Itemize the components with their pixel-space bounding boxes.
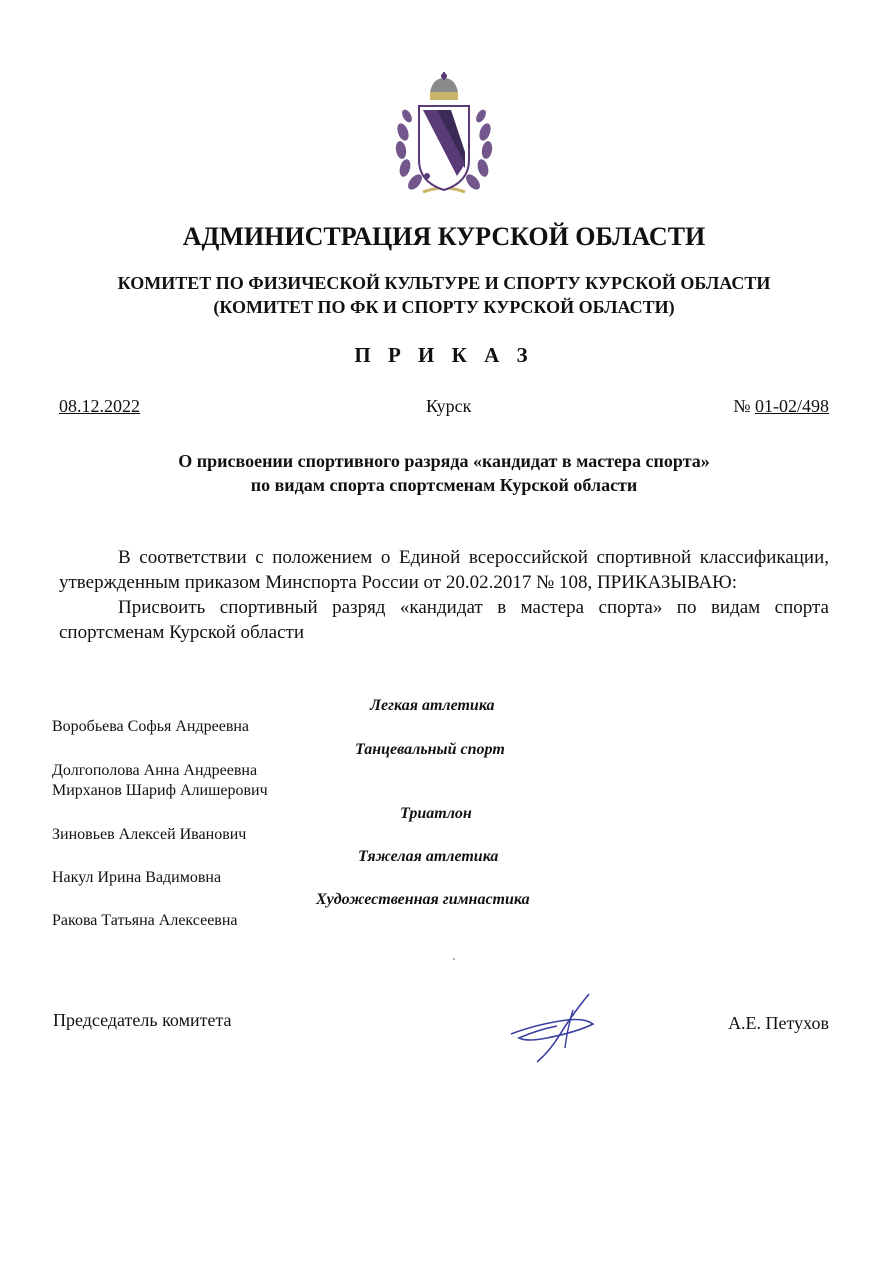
signature-image	[507, 986, 603, 1066]
committee-line-1: КОМИТЕТ ПО ФИЗИЧЕСКОЙ КУЛЬТУРЕ И СПОРТУ КУРСКОЙ ОБЛАСТИ	[117, 273, 771, 293]
scan-speck	[453, 958, 455, 960]
sport-heading: Легкая атлетика	[370, 697, 495, 714]
order-number-prefix: №	[733, 396, 755, 416]
sport-heading: Триатлон	[400, 805, 472, 822]
athlete-name: Долгополова Анна Андреевна	[52, 762, 258, 779]
athlete-name: Воробьева Софья Андреевна	[52, 718, 250, 735]
athlete-name: Ракова Татьяна Алексеевна	[52, 912, 238, 929]
athlete-name: Мирханов Шариф Алишерович	[52, 782, 268, 799]
athlete-name: Зиновьев Алексей Иванович	[52, 826, 247, 843]
signatory-name: А.Е. Петухов	[728, 1013, 829, 1033]
subject-line-2: по видам спорта спортсменам Курской области	[250, 475, 638, 495]
sport-heading: Танцевальный спорт	[355, 741, 505, 758]
sport-heading: Художественная гимнастика	[316, 891, 530, 908]
document-type: П Р И К А З	[354, 343, 534, 367]
order-date: 08.12.2022	[59, 396, 140, 416]
order-number	[733, 396, 829, 417]
order-body	[59, 545, 829, 645]
order-city: Курск	[426, 396, 472, 416]
athlete-name: Накул Ирина Вадимовна	[52, 869, 222, 886]
order-subject	[0, 449, 888, 497]
signatory-position: Председатель комитета	[53, 1010, 232, 1030]
organization-title: АДМИНИСТРАЦИЯ КУРСКОЙ ОБЛАСТИ	[182, 222, 706, 251]
order-number-value: 01-02/498	[755, 396, 829, 416]
sport-heading: Тяжелая атлетика	[358, 848, 499, 865]
body-paragraph-2: Присвоить спортивный разряд «кандидат в мастера спорта» по видам спорта спортсменам Курской области	[59, 597, 829, 643]
committee-name	[0, 271, 888, 319]
subject-line-1: О присвоении спортивного разряда «кандидат в мастера спорта»	[178, 451, 710, 471]
body-paragraph-1: В соответствии с положением о Единой всероссийской спортивной классификации, утвержденным приказом Минспорта России от 20.02.2017 № 108, ПРИКАЗЫВАЮ:	[59, 547, 829, 593]
committee-line-2: (КОМИТЕТ ПО ФК И СПОРТУ КУРСКОЙ ОБЛАСТИ)	[213, 297, 675, 317]
kursk-coat-of-arms-icon	[393, 72, 495, 200]
